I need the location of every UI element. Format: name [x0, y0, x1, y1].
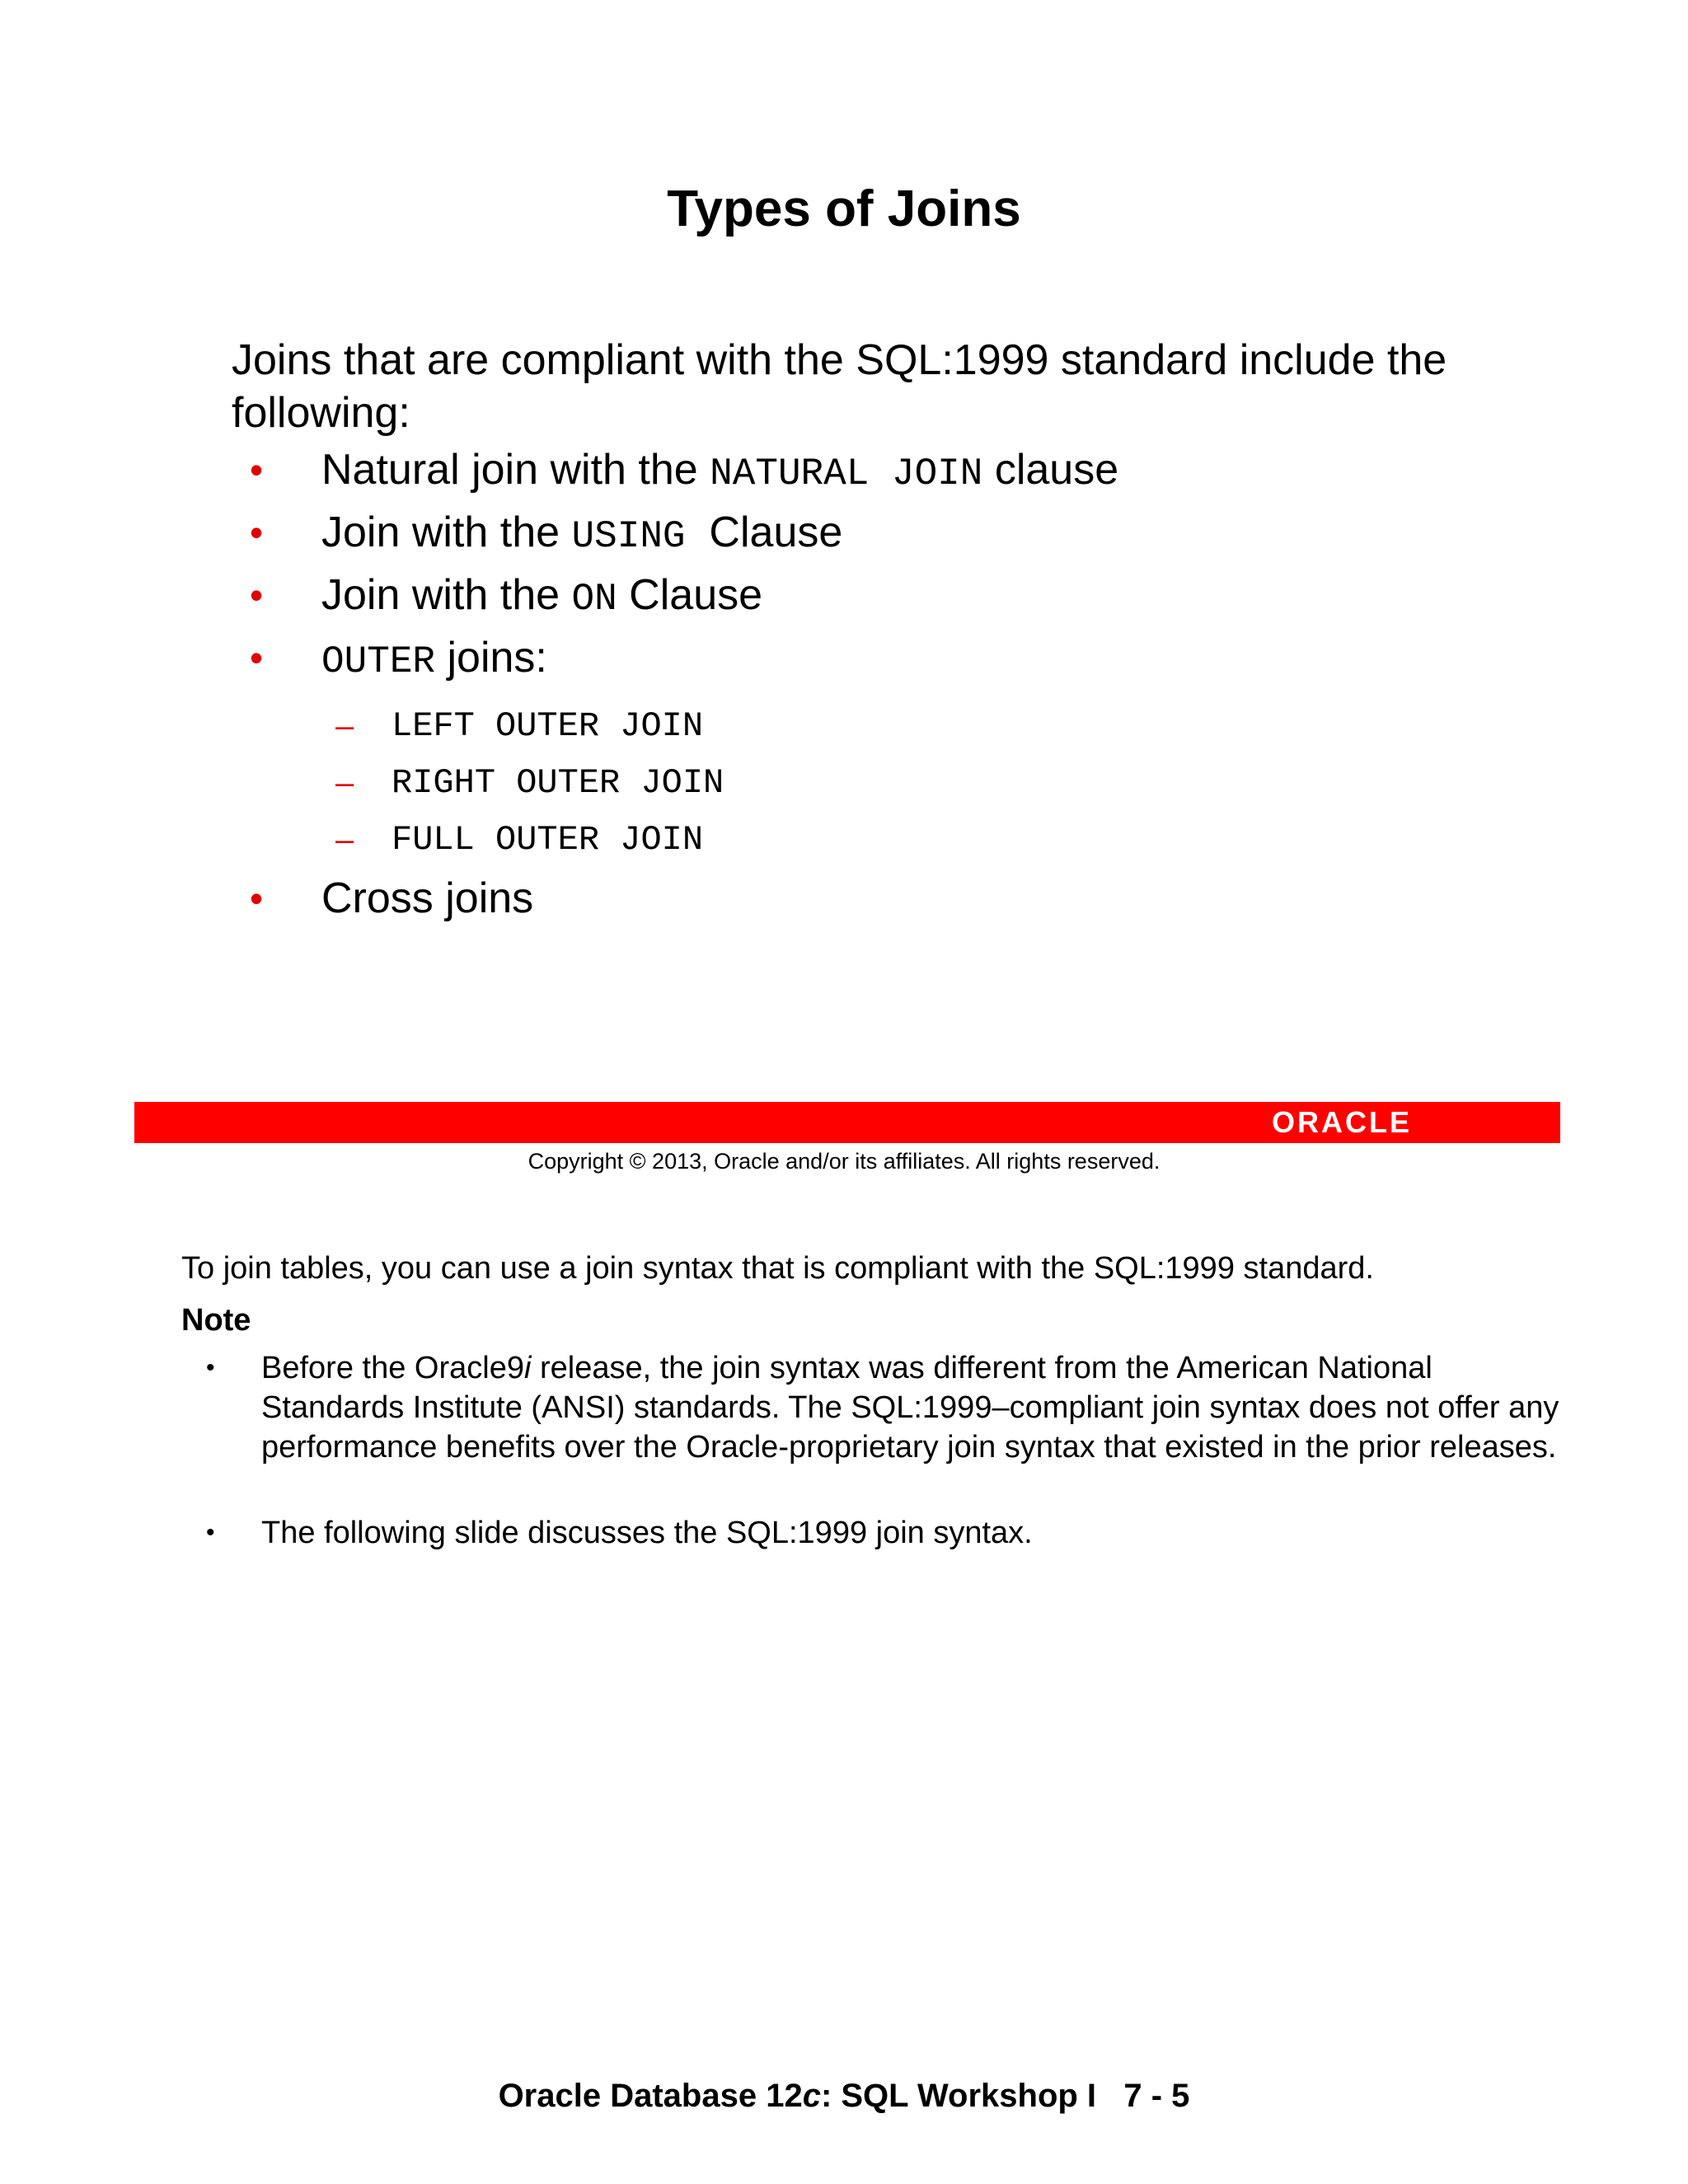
- red-dash-icon: –: [335, 822, 354, 858]
- item-text: joins:: [435, 634, 547, 682]
- red-bullet-icon: •: [250, 574, 264, 616]
- bullet-icon: •: [206, 1354, 215, 1381]
- note-text: release, the join syntax was different from the American National Standards Institute (ANSI) standards. The SQL:1999–compliant join syntax does not offer any performance benefits over the Oracle-proprietary join syntax that existed in the prior releases.: [261, 1351, 1559, 1465]
- item-text: Cross joins: [321, 874, 534, 922]
- red-dash-icon: –: [335, 765, 354, 801]
- item-text: Join with the: [321, 509, 572, 556]
- bullet-icon: •: [206, 1519, 215, 1546]
- slide-intro-text: Joins that are compliant with the SQL:1999 standard include the following:: [232, 336, 1447, 437]
- red-bullet-icon: •: [250, 448, 264, 491]
- slide-title: Types of Joins: [667, 180, 1021, 237]
- code-keyword: USING: [571, 515, 686, 558]
- page-footer: Oracle Database 12c: SQL Workshop I 7 - 5: [498, 2078, 1190, 2114]
- red-bullet-icon: •: [250, 877, 264, 920]
- item-text: Clause: [685, 509, 843, 556]
- oracle-logo: ORACLE: [1272, 1105, 1412, 1139]
- code-keyword: OUTER: [321, 640, 436, 683]
- red-bullet-icon: •: [250, 636, 264, 679]
- item-text: Join with the: [321, 571, 572, 619]
- code-keyword: RIGHT OUTER JOIN: [392, 763, 724, 803]
- item-text: Natural join with the: [321, 446, 710, 494]
- oracle-banner: [134, 1102, 1560, 1143]
- red-bullet-icon: •: [250, 511, 264, 554]
- code-keyword: ON: [571, 578, 617, 621]
- notes-intro-text: To join tables, you can use a join syntax that is compliant with the SQL:1999 standard.: [181, 1251, 1374, 1286]
- code-keyword: LEFT OUTER JOIN: [392, 706, 704, 746]
- note-italic: i: [523, 1351, 532, 1385]
- item-text: clause: [982, 446, 1119, 494]
- item-text: Clause: [617, 571, 763, 619]
- note-text: Before the Oracle9: [261, 1351, 524, 1385]
- note-text: The following slide discusses the SQL:1999 join syntax.: [261, 1516, 1033, 1550]
- code-keyword: FULL OUTER JOIN: [392, 820, 704, 860]
- code-keyword: NATURAL JOIN: [710, 452, 983, 495]
- red-dash-icon: –: [335, 708, 354, 744]
- notes-heading: Note: [181, 1303, 251, 1338]
- copyright-notice: Copyright © 2013, Oracle and/or its affiliates. All rights reserved.: [528, 1149, 1160, 1174]
